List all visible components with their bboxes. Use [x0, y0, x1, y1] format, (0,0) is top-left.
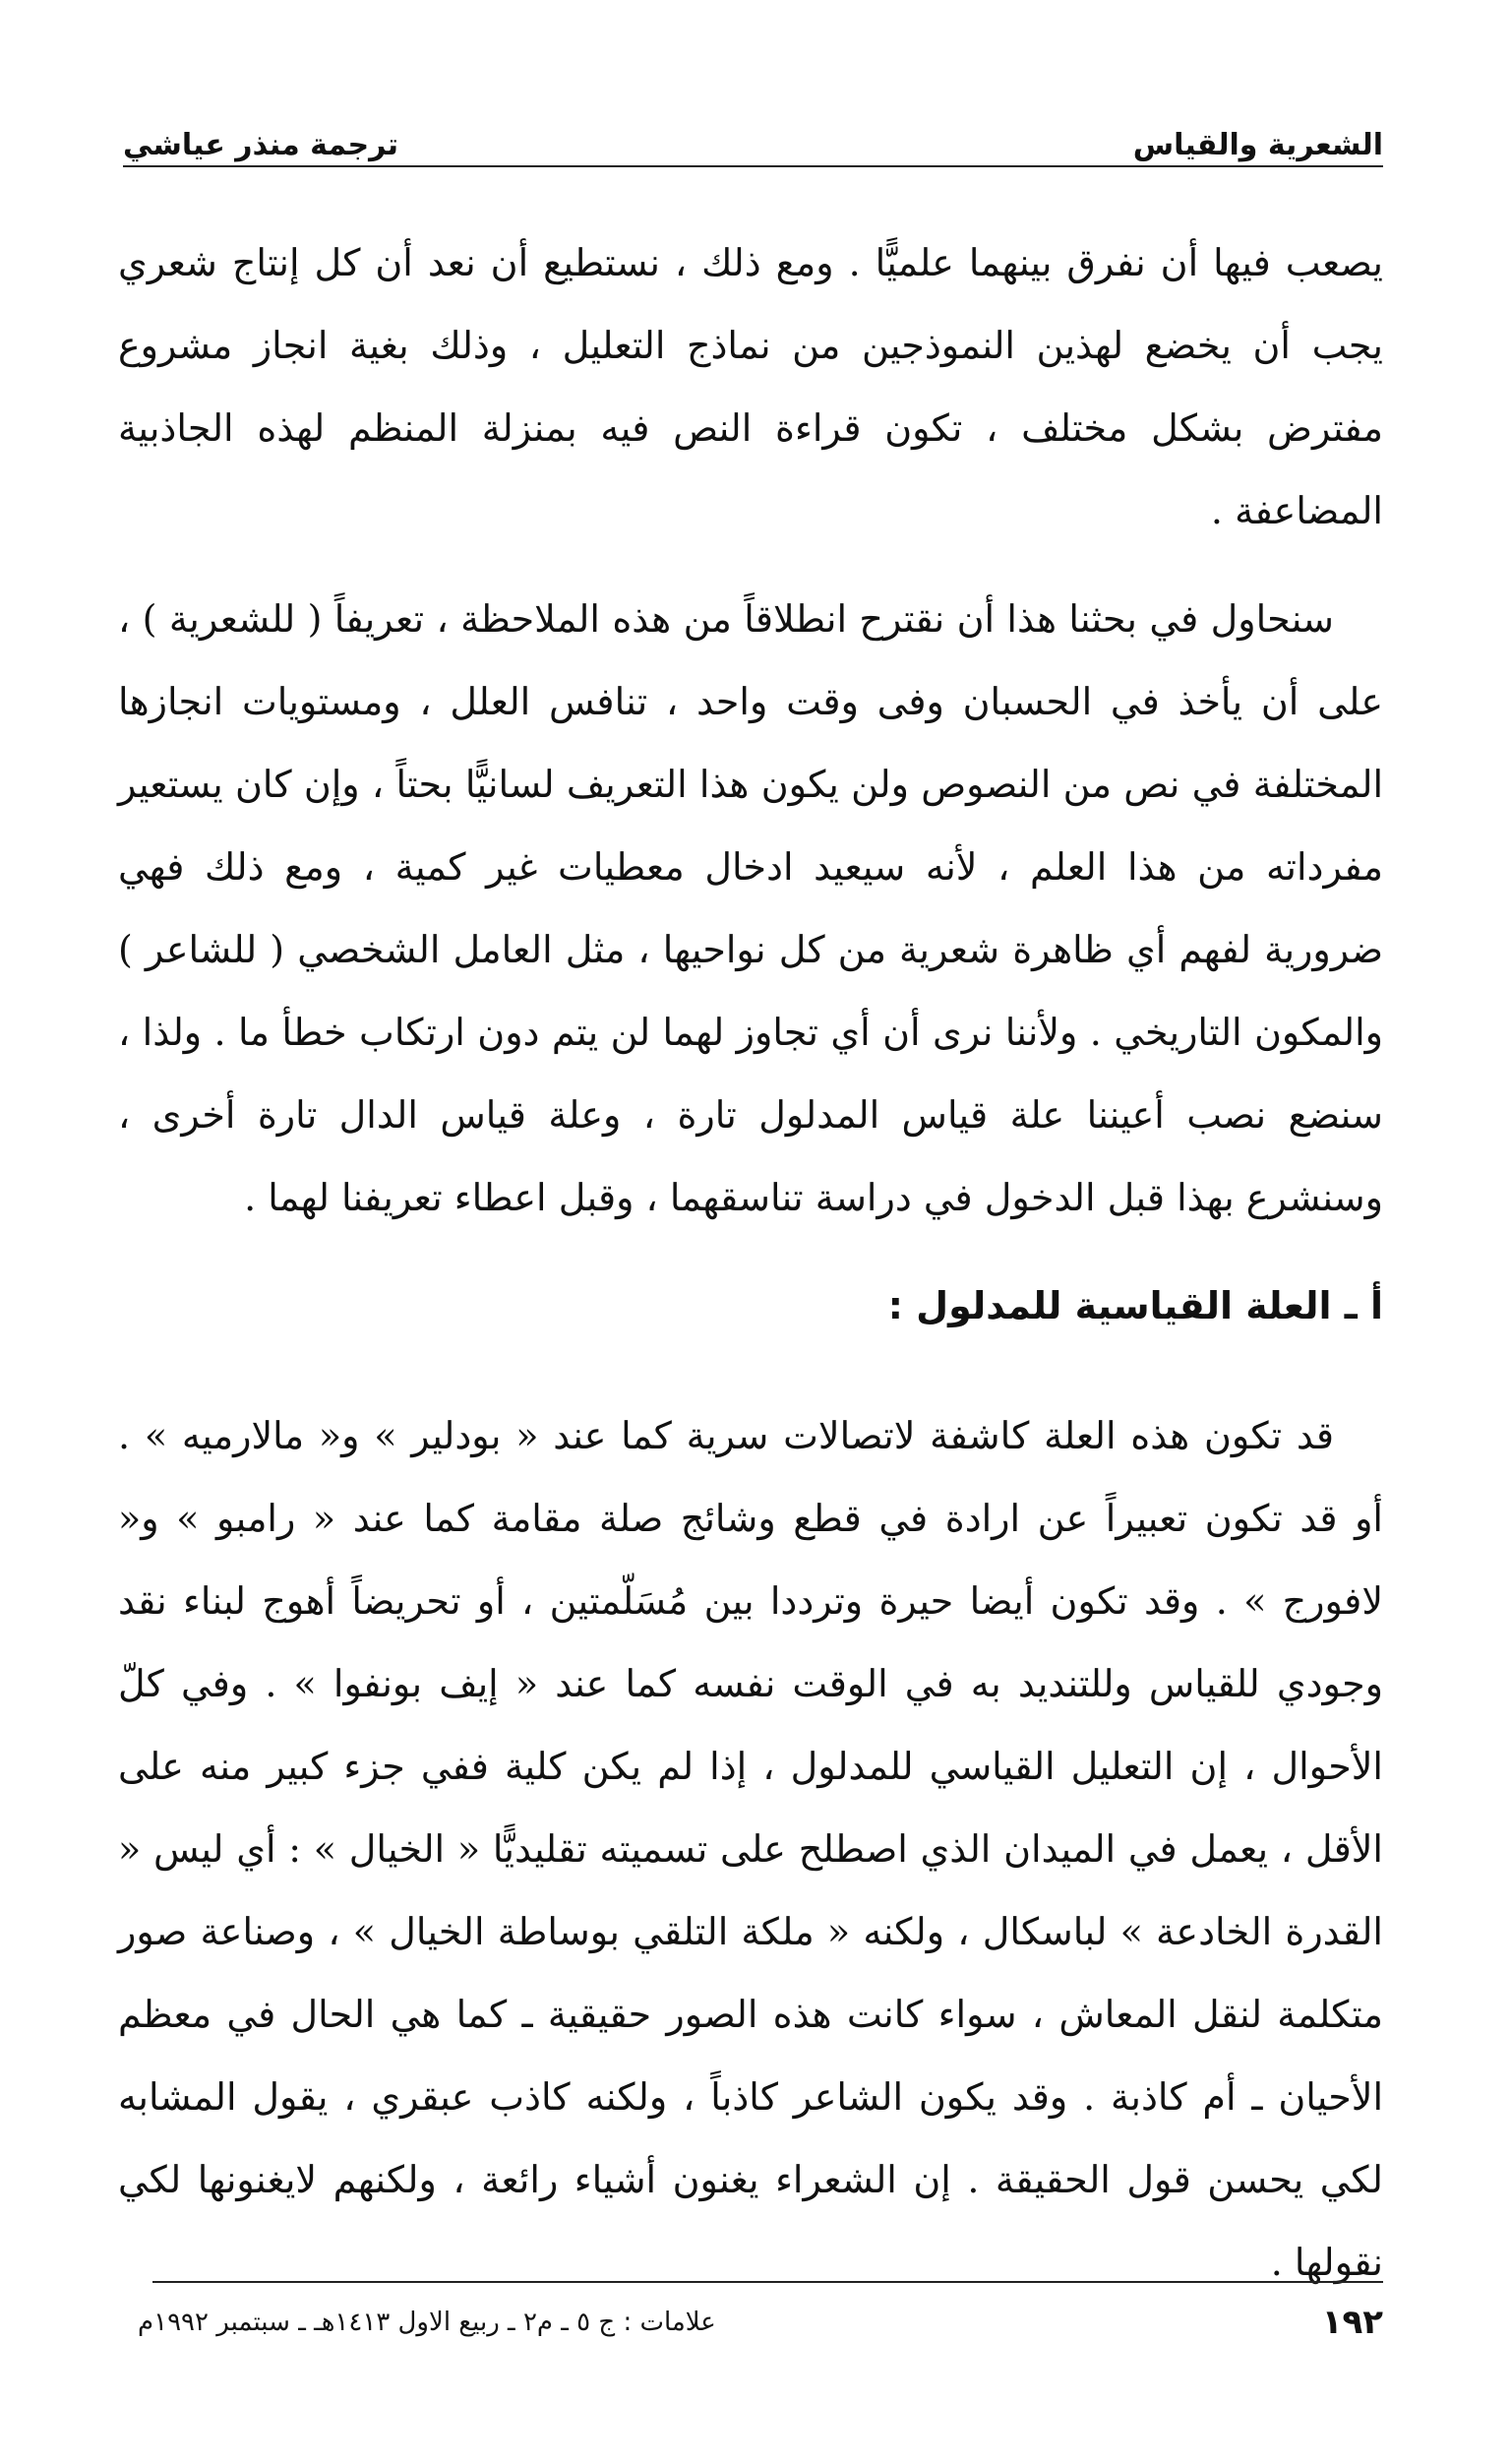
- page-footer: [138, 2293, 1383, 2352]
- body-text: [118, 221, 1383, 2304]
- footer-rule: [152, 2281, 1383, 2283]
- header-translator: ترجمة منذر عياشي: [123, 128, 399, 162]
- section-heading: أ ـ العلة القياسية للمدلول :: [887, 1284, 1383, 1327]
- header-book-title: الشعرية والقياس: [1132, 128, 1383, 162]
- paragraph-2: سنحاول في بحثنا هذا أن نقترح انطلاقاً من هذه الملاحظة ، تعريفاً ( للشعرية ) ، على أن يأخذ في الحسبان وفى وقت واحد ، تنافس العلل ، ومستويات انجازها المختلفة في نص من النصوص ولن يكون هذا التعريف لسانيًّا بحتاً ، وإن كان يستعير مفرداته من هذا العلم ، لأنه سيعيد ادخال معطيات غير كمية ، ومع ذلك فهي ضرورية لفهم أي ظاهرة شعرية من كل نواحيها ، مثل العامل الشخصي ( للشاعر ) والمكون التاريخي . ولأننا نرى أن أي تجاوز لهما لن يتم دون ارتكاب خطأ ما . ولذا ، سنضع نصب أعيننا علة قياس المدلول تارة ، وعلة قياس الدال تارة أخرى ، وسنشرع بهذا قبل الدخول في دراسة تناسقهما ، وقبل اعطاء تعريفنا لهما .: [118, 597, 1383, 1219]
- page-number: ١٩٢: [1321, 2303, 1383, 2342]
- paragraph-3: قد تكون هذه العلة كاشفة لاتصالات سرية كما عند « بودلير » و« مالارميه » . أو قد تكون تعبيراً عن ارادة في قطع وشائج صلة مقامة كما عند « رامبو » و« لافورج » . وقد تكون أيضا حيرة وترددا بين مُسَلّمتين ، أو تحريضاً أهوج لبناء نقد وجودي للقياس وللتنديد به في الوقت نفسه كما عند « إيف بونفوا » . وفي كلّ الأحوال ، إن التعليل القياسي للمدلول ، إذا لم يكن كلية ففي جزء كبير منه على الأقل ، يعمل في الميدان الذي اصطلح على تسميته تقليديًّا « الخيال » : أي ليس « القدرة الخادعة » لباسكال ، ولكنه « ملكة التلقي بوساطة الخيال » ، وصناعة صور متكلمة لنقل المعاش ، سواء كانت هذه الصور حقيقية ـ كما هي الحال في معظم الأحيان ـ أم كاذبة . وقد يكون الشاعر كاذباً ، ولكنه كاذب عبقري ، يقول المشابه لكي يحسن قول الحقيقة . إن الشعراء يغنون أشياء رائعة ، ولكنهم لايغنونها لكي نقولها .: [118, 1414, 1383, 2284]
- paragraph-1: يصعب فيها أن نفرق بينهما علميًّا . ومع ذلك ، نستطيع أن نعد أن كل إنتاج شعري يجب أن يخضع لهذين النموذجين من نماذج التعليل ، وذلك بغية انجاز مشروع مفترض بشكل مختلف ، تكون قراءة النص فيه بمنزلة المنظم لهذه الجاذبية المضاعفة .: [118, 241, 1383, 532]
- running-header: [123, 103, 1383, 162]
- header-rule: [123, 165, 1383, 167]
- journal-citation: علامات : ج ٥ ـ م٢ ـ ربيع الاول ١٤١٣هـ ـ سبتمبر ١٩٩٢م: [138, 2308, 716, 2337]
- paragraph-spacer: [118, 552, 1383, 578]
